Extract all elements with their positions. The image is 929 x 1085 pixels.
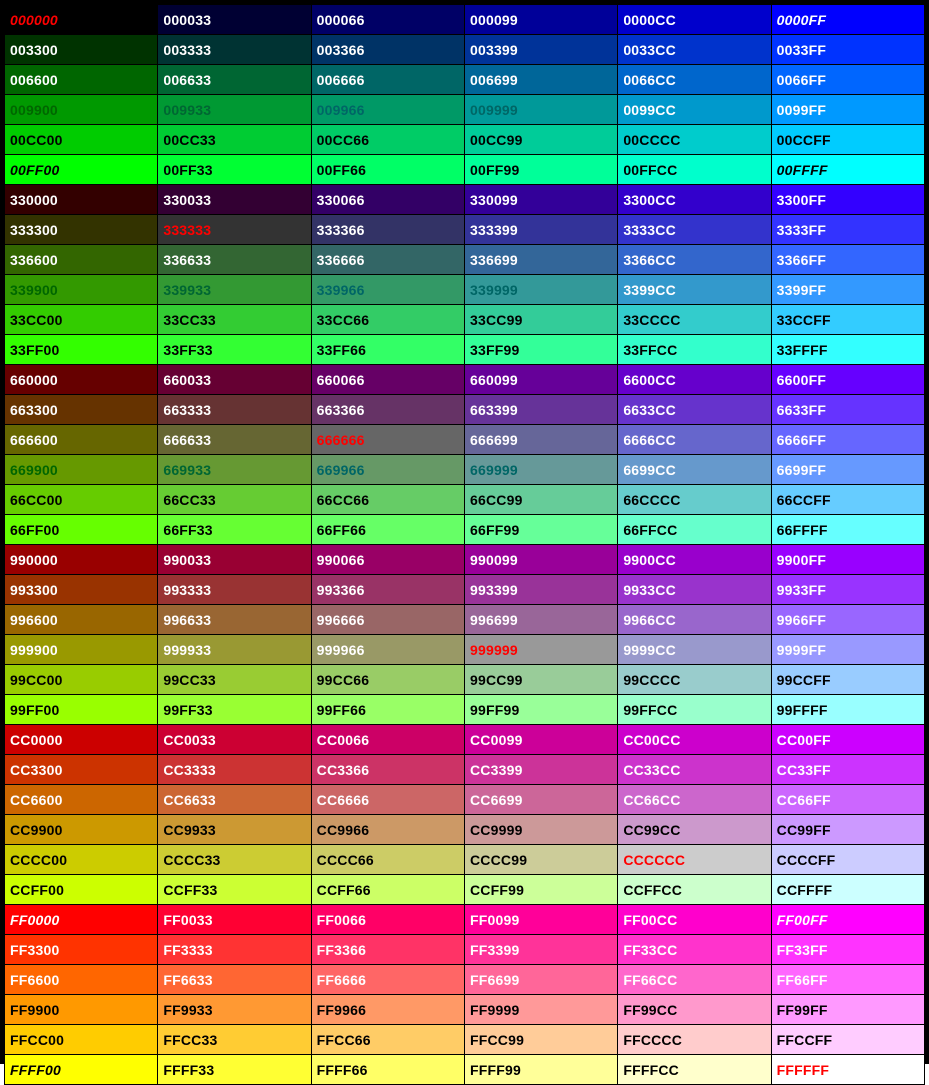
color-swatch-cell[interactable]: FFCC99 — [464, 1025, 617, 1055]
color-swatch-cell[interactable]: 0066CC — [618, 65, 771, 95]
color-swatch-cell[interactable]: 996633 — [158, 605, 311, 635]
color-table-row — [5, 215, 925, 245]
color-table-row — [5, 635, 925, 665]
color-swatch-cell[interactable]: FF6699 — [464, 965, 617, 995]
color-swatch-cell[interactable]: 00FF00 — [5, 155, 158, 185]
color-swatch-cell[interactable]: 339966 — [311, 275, 464, 305]
color-swatch-cell[interactable]: 00CCCC — [618, 125, 771, 155]
color-table-body — [5, 5, 925, 1085]
color-swatch-cell[interactable]: FF6633 — [158, 965, 311, 995]
color-swatch-cell[interactable]: 0033FF — [771, 35, 924, 65]
color-swatch-cell[interactable]: FFFF66 — [311, 1055, 464, 1085]
color-swatch-cell[interactable]: 33CC00 — [5, 305, 158, 335]
color-table-row — [5, 425, 925, 455]
color-swatch-cell[interactable]: 3333FF — [771, 215, 924, 245]
color-swatch-cell[interactable]: FF9999 — [464, 995, 617, 1025]
color-swatch-cell[interactable]: 66FFFF — [771, 515, 924, 545]
color-swatch-cell[interactable]: 0066FF — [771, 65, 924, 95]
color-table-row — [5, 95, 925, 125]
color-swatch-cell[interactable]: 339933 — [158, 275, 311, 305]
color-swatch-cell[interactable]: 00CC99 — [464, 125, 617, 155]
color-swatch-cell[interactable]: 006633 — [158, 65, 311, 95]
color-table-row — [5, 695, 925, 725]
color-swatch-cell[interactable]: CC6666 — [311, 785, 464, 815]
color-swatch-cell[interactable]: FFCC66 — [311, 1025, 464, 1055]
color-swatch-cell[interactable]: 33CC33 — [158, 305, 311, 335]
color-swatch-cell[interactable]: 006699 — [464, 65, 617, 95]
color-swatch-cell[interactable]: 9933FF — [771, 575, 924, 605]
color-table-row — [5, 485, 925, 515]
color-swatch-cell[interactable]: 6633CC — [618, 395, 771, 425]
color-swatch-cell[interactable]: 9999FF — [771, 635, 924, 665]
color-swatch-cell[interactable]: 99FFFF — [771, 695, 924, 725]
color-swatch-cell[interactable]: CC9999 — [464, 815, 617, 845]
color-swatch-cell[interactable]: 00FFFF — [771, 155, 924, 185]
color-swatch-cell[interactable]: 9999CC — [618, 635, 771, 665]
color-swatch-cell[interactable]: 6699FF — [771, 455, 924, 485]
color-table-row — [5, 35, 925, 65]
color-table-row — [5, 785, 925, 815]
color-table-row — [5, 335, 925, 365]
color-swatch-cell[interactable]: 66CC33 — [158, 485, 311, 515]
color-swatch-cell[interactable]: 3366CC — [618, 245, 771, 275]
color-swatch-cell[interactable]: 339999 — [464, 275, 617, 305]
color-swatch-cell[interactable]: 99CCCC — [618, 665, 771, 695]
color-swatch-cell[interactable]: 009999 — [464, 95, 617, 125]
color-swatch-cell[interactable]: 33CCFF — [771, 305, 924, 335]
color-swatch-cell[interactable]: FF66FF — [771, 965, 924, 995]
color-swatch-cell[interactable]: 999966 — [311, 635, 464, 665]
color-swatch-cell[interactable]: 330099 — [464, 185, 617, 215]
color-swatch-cell[interactable]: FF99FF — [771, 995, 924, 1025]
color-swatch-cell[interactable]: 33CC66 — [311, 305, 464, 335]
color-swatch-cell[interactable]: CC00FF — [771, 725, 924, 755]
color-swatch-cell[interactable]: 000099 — [464, 5, 617, 35]
color-table-row — [5, 65, 925, 95]
color-swatch-cell[interactable]: 669999 — [464, 455, 617, 485]
color-swatch-cell[interactable]: FF3366 — [311, 935, 464, 965]
color-swatch-cell[interactable]: 9933CC — [618, 575, 771, 605]
color-swatch-cell[interactable]: 00FF99 — [464, 155, 617, 185]
color-swatch-cell[interactable]: CCCC99 — [464, 845, 617, 875]
color-swatch-cell[interactable]: CCFF99 — [464, 875, 617, 905]
color-swatch-cell[interactable]: FF0066 — [311, 905, 464, 935]
color-swatch-cell[interactable]: FF6666 — [311, 965, 464, 995]
color-swatch-cell[interactable]: 669900 — [5, 455, 158, 485]
color-swatch-cell[interactable]: 990099 — [464, 545, 617, 575]
color-swatch-cell[interactable]: 993366 — [311, 575, 464, 605]
color-swatch-cell[interactable]: 663399 — [464, 395, 617, 425]
color-table-row — [5, 155, 925, 185]
color-swatch-cell[interactable]: 3333CC — [618, 215, 771, 245]
color-swatch-cell[interactable]: 006666 — [311, 65, 464, 95]
color-swatch-cell[interactable]: FFCCCC — [618, 1025, 771, 1055]
color-swatch-cell[interactable]: FF66CC — [618, 965, 771, 995]
color-swatch-cell[interactable]: CC99CC — [618, 815, 771, 845]
color-swatch-cell[interactable]: 99CC99 — [464, 665, 617, 695]
color-swatch-cell[interactable]: 99FF66 — [311, 695, 464, 725]
color-swatch-cell[interactable]: 0000FF — [771, 5, 924, 35]
color-swatch-cell[interactable]: 336666 — [311, 245, 464, 275]
color-table-row — [5, 275, 925, 305]
color-table-row — [5, 995, 925, 1025]
color-swatch-cell[interactable]: 330066 — [311, 185, 464, 215]
color-swatch-cell[interactable]: 333399 — [464, 215, 617, 245]
color-swatch-cell[interactable]: 336699 — [464, 245, 617, 275]
color-swatch-cell[interactable]: 9900FF — [771, 545, 924, 575]
color-swatch-cell[interactable]: CCFF00 — [5, 875, 158, 905]
color-swatch-cell[interactable]: 66CCCC — [618, 485, 771, 515]
color-table-row — [5, 875, 925, 905]
color-swatch-cell[interactable]: 99FFCC — [618, 695, 771, 725]
color-swatch-cell[interactable]: 333333 — [158, 215, 311, 245]
color-swatch-cell[interactable]: 66FFCC — [618, 515, 771, 545]
color-swatch-cell[interactable]: CCFFCC — [618, 875, 771, 905]
color-swatch-cell[interactable]: 33FF00 — [5, 335, 158, 365]
color-swatch-cell[interactable]: 009900 — [5, 95, 158, 125]
color-swatch-cell[interactable]: FF33CC — [618, 935, 771, 965]
color-swatch-cell[interactable]: 003399 — [464, 35, 617, 65]
color-table-row — [5, 755, 925, 785]
color-swatch-cell[interactable]: FFFFFF — [771, 1055, 924, 1085]
color-swatch-cell[interactable]: 00CC66 — [311, 125, 464, 155]
color-swatch-cell[interactable]: 330033 — [158, 185, 311, 215]
color-table-row — [5, 965, 925, 995]
color-swatch-cell[interactable]: CC0066 — [311, 725, 464, 755]
color-swatch-cell[interactable]: 663333 — [158, 395, 311, 425]
color-swatch-cell[interactable]: 9966CC — [618, 605, 771, 635]
color-swatch-cell[interactable]: CC3333 — [158, 755, 311, 785]
color-swatch-cell[interactable]: FF9900 — [5, 995, 158, 1025]
color-swatch-cell[interactable]: 3399FF — [771, 275, 924, 305]
color-table-row — [5, 365, 925, 395]
color-swatch-cell[interactable]: 990033 — [158, 545, 311, 575]
color-swatch-cell[interactable]: 6666CC — [618, 425, 771, 455]
color-swatch-cell[interactable]: CC99FF — [771, 815, 924, 845]
color-swatch-cell[interactable]: 99FF99 — [464, 695, 617, 725]
color-swatch-cell[interactable]: 00FF66 — [311, 155, 464, 185]
color-swatch-cell[interactable]: 660066 — [311, 365, 464, 395]
color-swatch-cell[interactable]: 993399 — [464, 575, 617, 605]
color-table-row — [5, 5, 925, 35]
color-swatch-cell[interactable]: FF99CC — [618, 995, 771, 1025]
color-swatch-cell[interactable]: CCFFFF — [771, 875, 924, 905]
color-swatch-cell[interactable]: 666666 — [311, 425, 464, 455]
color-table-row — [5, 245, 925, 275]
color-swatch-cell[interactable]: CC0099 — [464, 725, 617, 755]
color-swatch-cell[interactable]: FF9966 — [311, 995, 464, 1025]
color-swatch-cell[interactable]: CC3366 — [311, 755, 464, 785]
color-table-row — [5, 665, 925, 695]
color-swatch-cell[interactable]: 993333 — [158, 575, 311, 605]
color-swatch-cell[interactable]: 9966FF — [771, 605, 924, 635]
color-swatch-cell[interactable]: 0099FF — [771, 95, 924, 125]
color-swatch-cell[interactable]: 666699 — [464, 425, 617, 455]
color-swatch-cell[interactable]: CC66FF — [771, 785, 924, 815]
color-swatch-cell[interactable]: 996699 — [464, 605, 617, 635]
color-swatch-cell[interactable]: 66CCFF — [771, 485, 924, 515]
color-swatch-cell[interactable]: CC9933 — [158, 815, 311, 845]
color-swatch-cell[interactable]: 66CC00 — [5, 485, 158, 515]
color-swatch-cell[interactable]: FF0033 — [158, 905, 311, 935]
color-swatch-cell[interactable]: FF33FF — [771, 935, 924, 965]
color-swatch-cell[interactable]: 0000CC — [618, 5, 771, 35]
color-swatch-cell[interactable]: 00CCFF — [771, 125, 924, 155]
color-table-row — [5, 575, 925, 605]
color-swatch-cell[interactable]: 33FFFF — [771, 335, 924, 365]
color-swatch-cell[interactable]: 990066 — [311, 545, 464, 575]
color-swatch-cell[interactable]: 999933 — [158, 635, 311, 665]
color-swatch-cell[interactable]: 996600 — [5, 605, 158, 635]
color-swatch-cell[interactable]: 3300FF — [771, 185, 924, 215]
color-swatch-cell[interactable]: CCFF33 — [158, 875, 311, 905]
color-swatch-cell[interactable]: FF00FF — [771, 905, 924, 935]
color-swatch-cell[interactable]: 33CCCC — [618, 305, 771, 335]
color-swatch-cell[interactable]: FFFFCC — [618, 1055, 771, 1085]
color-table-row — [5, 395, 925, 425]
color-table-row — [5, 455, 925, 485]
color-swatch-cell[interactable]: 33FF66 — [311, 335, 464, 365]
color-swatch-cell[interactable]: 3399CC — [618, 275, 771, 305]
color-table-row — [5, 905, 925, 935]
color-swatch-cell[interactable]: 660099 — [464, 365, 617, 395]
color-swatch-cell[interactable]: FF0000 — [5, 905, 158, 935]
color-swatch-cell[interactable]: 663300 — [5, 395, 158, 425]
color-table-row — [5, 125, 925, 155]
color-swatch-cell[interactable]: 99CC33 — [158, 665, 311, 695]
color-swatch-cell[interactable]: 99CC00 — [5, 665, 158, 695]
color-swatch-cell[interactable]: 99FF33 — [158, 695, 311, 725]
color-table-row — [5, 1025, 925, 1055]
color-swatch-cell[interactable]: CC6633 — [158, 785, 311, 815]
color-swatch-cell[interactable]: 99CCFF — [771, 665, 924, 695]
color-swatch-cell[interactable]: FF0099 — [464, 905, 617, 935]
color-swatch-cell[interactable]: 660000 — [5, 365, 158, 395]
color-swatch-cell[interactable]: CC66CC — [618, 785, 771, 815]
color-swatch-cell[interactable]: CC3300 — [5, 755, 158, 785]
color-swatch-cell[interactable]: CC33CC — [618, 755, 771, 785]
color-swatch-cell[interactable]: CCFF66 — [311, 875, 464, 905]
color-swatch-cell[interactable]: 666633 — [158, 425, 311, 455]
color-swatch-cell[interactable]: 999900 — [5, 635, 158, 665]
color-swatch-cell[interactable]: 009966 — [311, 95, 464, 125]
color-swatch-cell[interactable]: 663366 — [311, 395, 464, 425]
color-swatch-cell[interactable]: 9900CC — [618, 545, 771, 575]
color-table-row — [5, 305, 925, 335]
color-swatch-cell[interactable]: 330000 — [5, 185, 158, 215]
color-swatch-cell[interactable]: 66FF66 — [311, 515, 464, 545]
color-swatch-cell[interactable]: CC33FF — [771, 755, 924, 785]
color-swatch-cell[interactable]: 009933 — [158, 95, 311, 125]
color-table-row — [5, 515, 925, 545]
color-swatch-cell[interactable]: CC00CC — [618, 725, 771, 755]
color-swatch-cell[interactable]: 00CC33 — [158, 125, 311, 155]
color-swatch-cell[interactable]: CCCC66 — [311, 845, 464, 875]
color-swatch-cell[interactable]: 003300 — [5, 35, 158, 65]
color-swatch-cell[interactable]: FFFF00 — [5, 1055, 158, 1085]
color-swatch-cell[interactable]: FF00CC — [618, 905, 771, 935]
color-swatch-cell[interactable]: 003333 — [158, 35, 311, 65]
color-swatch-table — [4, 4, 925, 1085]
color-swatch-cell[interactable]: FFCC00 — [5, 1025, 158, 1055]
color-table-row — [5, 815, 925, 845]
color-swatch-cell[interactable]: 33FFCC — [618, 335, 771, 365]
color-swatch-cell[interactable]: FF3333 — [158, 935, 311, 965]
color-swatch-cell[interactable]: CC3399 — [464, 755, 617, 785]
color-swatch-cell[interactable]: 66CC99 — [464, 485, 617, 515]
color-swatch-cell[interactable]: FFFF99 — [464, 1055, 617, 1085]
color-swatch-cell[interactable]: 333300 — [5, 215, 158, 245]
color-swatch-cell[interactable]: 99CC66 — [311, 665, 464, 695]
color-swatch-cell[interactable]: CC0033 — [158, 725, 311, 755]
color-swatch-cell[interactable]: CC6699 — [464, 785, 617, 815]
color-swatch-cell[interactable]: FF9933 — [158, 995, 311, 1025]
color-table-row — [5, 605, 925, 635]
color-table-row — [5, 545, 925, 575]
color-swatch-cell[interactable]: 666600 — [5, 425, 158, 455]
color-table-row — [5, 725, 925, 755]
color-swatch-cell[interactable]: 33CC99 — [464, 305, 617, 335]
color-swatch-cell[interactable]: 669966 — [311, 455, 464, 485]
color-swatch-cell[interactable]: FFFF33 — [158, 1055, 311, 1085]
color-swatch-cell[interactable]: 3366FF — [771, 245, 924, 275]
color-swatch-cell[interactable]: 99FF00 — [5, 695, 158, 725]
color-swatch-cell[interactable]: 336633 — [158, 245, 311, 275]
color-swatch-cell[interactable]: FFCC33 — [158, 1025, 311, 1055]
color-swatch-cell[interactable]: 000066 — [311, 5, 464, 35]
color-swatch-cell[interactable]: 333366 — [311, 215, 464, 245]
color-swatch-cell[interactable]: 0033CC — [618, 35, 771, 65]
color-swatch-cell[interactable]: CC9900 — [5, 815, 158, 845]
color-table-row — [5, 1055, 925, 1085]
color-swatch-cell[interactable]: 33FF99 — [464, 335, 617, 365]
color-swatch-cell[interactable]: 003366 — [311, 35, 464, 65]
color-swatch-cell[interactable]: FFCCFF — [771, 1025, 924, 1055]
color-swatch-cell[interactable]: 999999 — [464, 635, 617, 665]
color-swatch-cell[interactable]: 339900 — [5, 275, 158, 305]
color-swatch-cell[interactable]: 00FF33 — [158, 155, 311, 185]
color-swatch-cell[interactable]: CCCCFF — [771, 845, 924, 875]
color-swatch-cell[interactable]: CC9966 — [311, 815, 464, 845]
color-swatch-cell[interactable]: 669933 — [158, 455, 311, 485]
color-swatch-cell[interactable]: 000033 — [158, 5, 311, 35]
color-swatch-cell[interactable]: 6699CC — [618, 455, 771, 485]
color-swatch-cell[interactable]: CC0000 — [5, 725, 158, 755]
color-swatch-cell[interactable]: 66FF99 — [464, 515, 617, 545]
color-table-row — [5, 185, 925, 215]
color-swatch-cell[interactable]: 66FF33 — [158, 515, 311, 545]
color-swatch-cell[interactable]: 006600 — [5, 65, 158, 95]
color-swatch-cell[interactable]: 6633FF — [771, 395, 924, 425]
color-swatch-cell[interactable]: FF3399 — [464, 935, 617, 965]
color-swatch-cell[interactable]: 6600CC — [618, 365, 771, 395]
color-swatch-cell[interactable]: FF6600 — [5, 965, 158, 995]
color-swatch-cell[interactable]: 660033 — [158, 365, 311, 395]
color-swatch-cell[interactable]: 33FF33 — [158, 335, 311, 365]
color-table-row — [5, 935, 925, 965]
color-swatch-cell[interactable]: 990000 — [5, 545, 158, 575]
color-swatch-cell[interactable]: 993300 — [5, 575, 158, 605]
color-swatch-cell[interactable]: FF3300 — [5, 935, 158, 965]
color-swatch-cell[interactable]: 3300CC — [618, 185, 771, 215]
color-table-row — [5, 845, 925, 875]
color-swatch-cell[interactable]: CCCCCC — [618, 845, 771, 875]
color-swatch-cell[interactable]: 66FF00 — [5, 515, 158, 545]
color-swatch-cell[interactable]: 0099CC — [618, 95, 771, 125]
color-swatch-cell[interactable]: 00CC00 — [5, 125, 158, 155]
color-swatch-cell[interactable]: 66CC66 — [311, 485, 464, 515]
color-swatch-cell[interactable]: 6666FF — [771, 425, 924, 455]
color-swatch-cell[interactable]: 6600FF — [771, 365, 924, 395]
color-swatch-cell[interactable]: 336600 — [5, 245, 158, 275]
color-swatch-cell[interactable]: 00FFCC — [618, 155, 771, 185]
color-swatch-cell[interactable]: CCCC33 — [158, 845, 311, 875]
color-swatch-cell[interactable]: CCCC00 — [5, 845, 158, 875]
color-swatch-cell[interactable]: 996666 — [311, 605, 464, 635]
color-swatch-cell[interactable]: 000000 — [5, 5, 158, 35]
color-swatch-cell[interactable]: CC6600 — [5, 785, 158, 815]
